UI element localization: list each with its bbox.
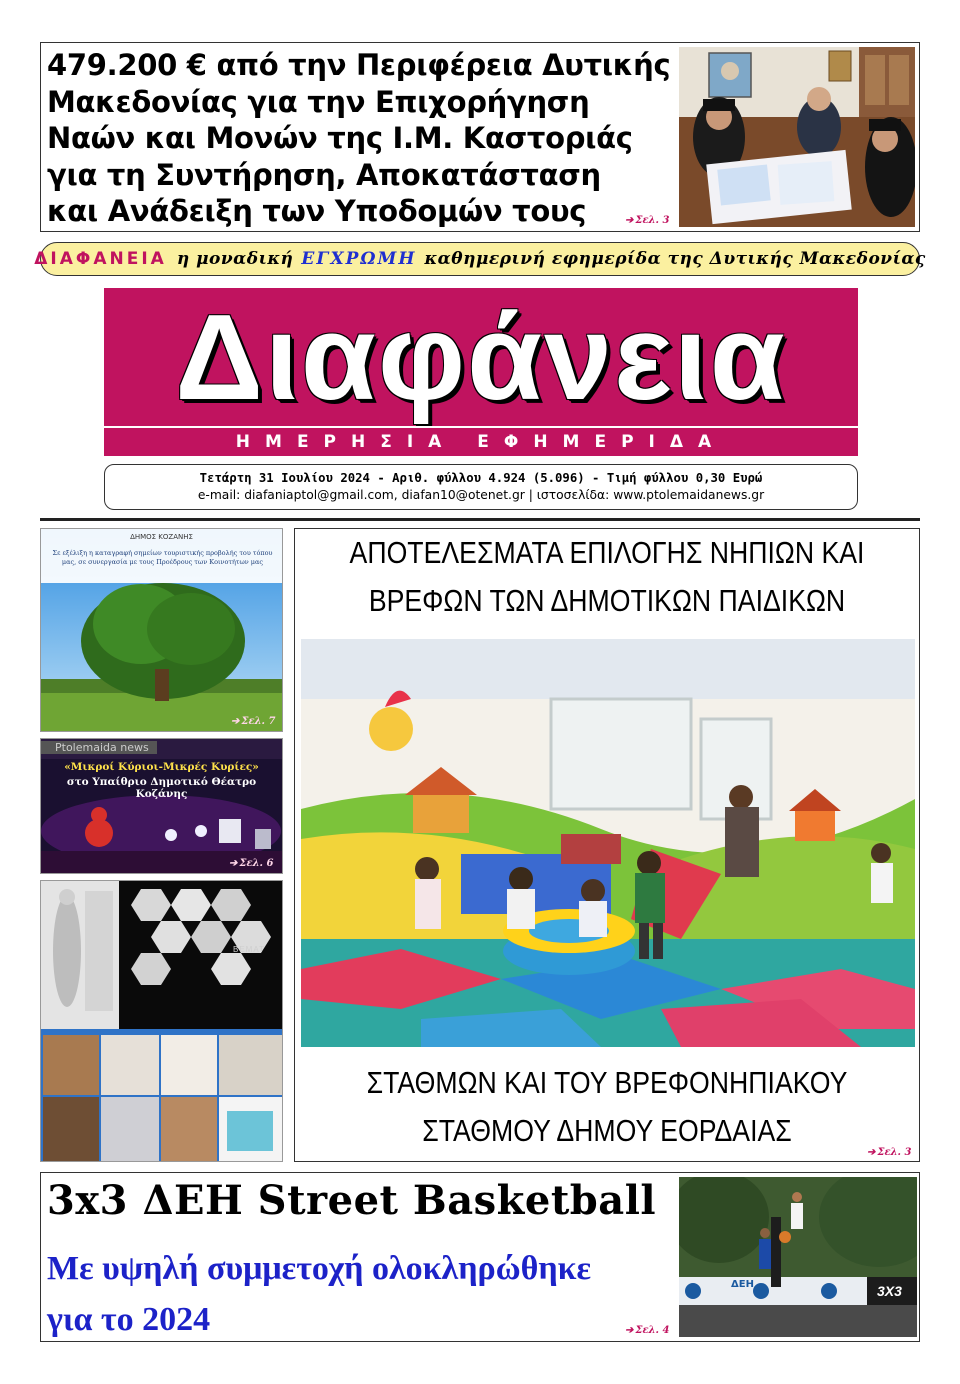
feature-headline-bottom-1: ΣΤΑΘΜΩΝ ΚΑΙ ΤΟΥ ΒΡΕΦΟΝΗΠΙΑΚΟΥ xyxy=(366,1065,848,1100)
theatre-card-title: «Μικροί Κύριοι-Μικρές Κυρίες» xyxy=(64,761,259,773)
issue-info-box xyxy=(104,464,858,510)
bottom-photo-brand-mark: 3X3 xyxy=(877,1283,902,1299)
masthead-title: Διαφάνεια xyxy=(175,289,787,425)
tagline-banner xyxy=(34,242,926,276)
tagline-text-after: καθημερινή εφημερίδα της Δυτικής Μακεδονίας xyxy=(424,249,926,269)
bottom-photo-court-text: ΔΕΗ xyxy=(731,1279,754,1290)
theatre-story-card[interactable] xyxy=(40,738,283,874)
feature-headline-bottom-2: ΣΤΑΘΜΟΥ ΔΗΜΟΥ ΕΟΡΔΑΙΑΣ xyxy=(422,1113,792,1148)
tree-story-card[interactable] xyxy=(40,528,283,732)
bottom-story-photo xyxy=(679,1177,917,1337)
top-story-page-ref[interactable]: ➔ Σελ. 3 xyxy=(625,215,670,226)
main-feature-story[interactable] xyxy=(294,528,920,1162)
contact-line[interactable]: e-mail: diafaniaptol@gmail.com, diafan10@otenet.gr | ιστοσελίδα: www.ptolemaidanews.gr xyxy=(197,488,765,502)
top-story-headline[interactable]: 479.200 € από την Περιφέρεια Δυτικής Μακεδονίας για την Επιχορήγηση Ναών και Μονών της Ι.Μ. Καστοριάς για τη Συντήρηση, Αποκατάσταση και Ανάδειξη των Υποδομών τους xyxy=(47,48,671,228)
bottom-story-headline: 3x3 ΔΕΗ Street Basketball xyxy=(47,1177,657,1224)
theatre-card-subtitle: στο Υπαίθριο Δημοτικό Θέατρο Κοζάνης xyxy=(66,776,257,800)
feature-headline-top-2: ΒΡΕΦΩΝ ΤΩΝ ΔΗΜΟΤΙΚΩΝ ΠΑΙΔΙΚΩΝ xyxy=(368,583,846,618)
tagline-text-before: η μοναδική xyxy=(176,249,294,269)
tagline-highlight: ΕΓΧΡΩΜΗ xyxy=(301,249,417,269)
gallery-ad-card[interactable] xyxy=(40,880,283,1162)
gallery-brand: ΒΕΜΑΤ xyxy=(233,945,265,954)
bottom-story[interactable] xyxy=(40,1172,920,1342)
issue-line: Τετάρτη 31 Ιουλίου 2024 - Αριθ. φύλλου 4.924 (5.096) - Τιμή φύλλου 0,30 Ευρώ xyxy=(199,471,763,485)
masthead-subtitle: ΗΜΕΡΗΣΙΑ ΕΦΗΜΕΡΙΔΑ xyxy=(104,426,858,456)
top-story-photo xyxy=(679,47,915,227)
masthead xyxy=(104,288,858,456)
tree-card-org: ΔΗΜΟΣ ΚΟΖΑΝΗΣ xyxy=(130,533,193,541)
theatre-card-source: Ptolemaida news xyxy=(41,741,157,754)
top-story[interactable] xyxy=(40,42,920,232)
tree-card-page-ref[interactable]: ➔ Σελ. 7 xyxy=(231,716,276,727)
bottom-story-subhead: Με υψηλή συμμετοχή ολοκληρώθηκε για το 2024 xyxy=(47,1250,592,1338)
feature-page-ref[interactable]: ➔ Σελ. 3 xyxy=(867,1147,912,1158)
theatre-card-page-ref[interactable]: ➔ Σελ. 6 xyxy=(229,858,274,869)
section-divider xyxy=(40,518,920,521)
bottom-story-page-ref[interactable]: ➔ Σελ. 4 xyxy=(625,1325,670,1336)
tree-card-caption: Σε εξέλιξη η καταγραφή σημείων τουριστικής προβολής του τόπου μας, σε συνεργασία με τους Προέδρους των Κοινοτήτων μας xyxy=(52,549,273,566)
feature-photo xyxy=(301,639,915,1047)
tagline-brand: ΔΙΑΦΑΝΕΙΑ xyxy=(34,249,167,269)
feature-headline-top-1: ΑΠΟΤΕΛΕΣΜΑΤΑ ΕΠΙΛΟΓΗΣ ΝΗΠΙΩΝ ΚΑΙ xyxy=(349,535,865,570)
